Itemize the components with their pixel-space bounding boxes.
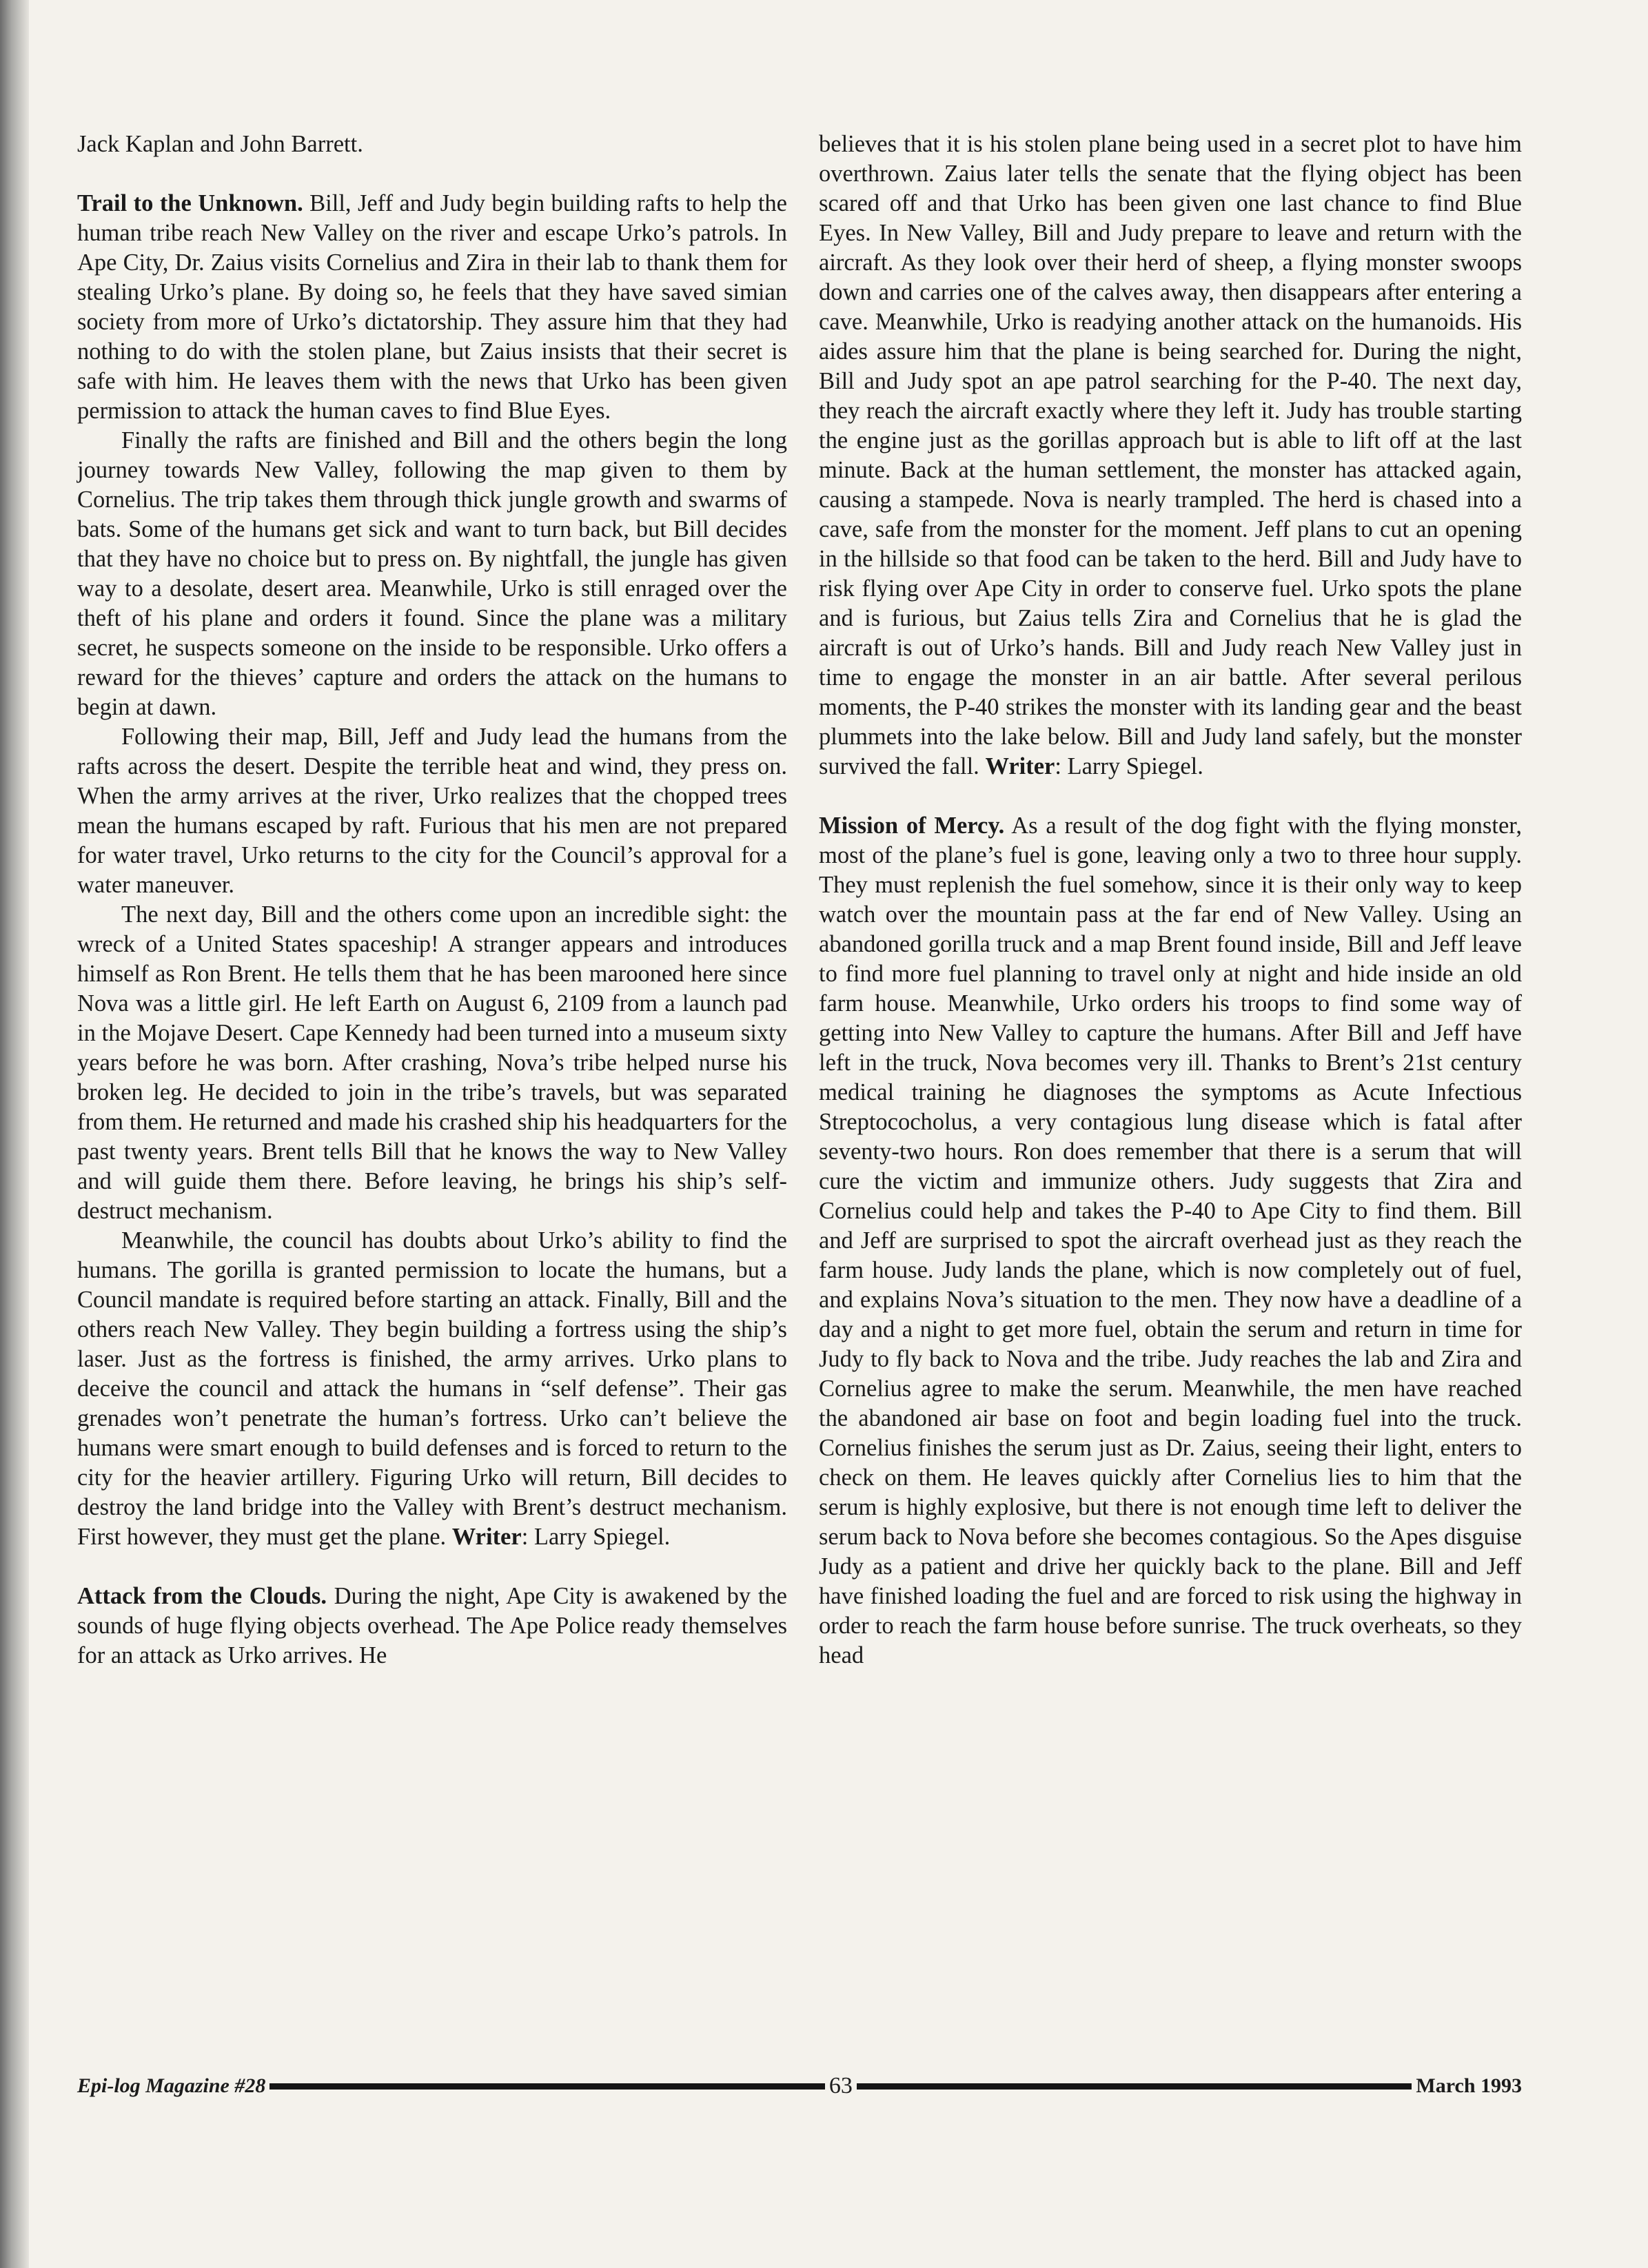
paragraph-text: believes that it is his stolen plane being used in a secret plot to have him overthrown. Zaius later tells the senate that the flying object has been scared off and that Urko has been given one last chance to find Blue Eyes. In New Valley, Bill and Judy prepare to leave and return with the aircraft. As they look over their herd of sheep, a flying monster swoops down and carries one of the calves away, then disappears after entering a cave. Meanwhile, Urko is readying another attack on the humanoids. His aides assure him that the plane is being searched for. During the night, Bill and Judy spot an ape patrol searching for the P-40. The next day, they reach the aircraft exactly where they left it. Judy has trouble starting the engine just as the gorillas approach but is able to lift off at the last minute. Back at the human settlement, the monster has attacked again, causing a stampede. Nova is nearly trampled. The herd is chased into a cave, safe from the monster for the moment. Jeff plans to cut an opening in the hillside so that food can be taken to the herd. Bill and Judy have to risk flying over Ape City in order to conserve fuel. Urko spots the plane and is furious, but Zaius tells Zira and Cornelius that he is glad the aircraft is out of Urko’s hands. Bill and Judy reach New Valley just in time to engage the monster in an air battle. After several perilous moments, the P-40 strikes the monster with its landing gear and the beast plummets into the lake below. Bill and Judy land safely, but the monster survived the fall. — [819, 131, 1522, 779]
magazine-name: Epi-log Magazine #28 — [77, 2074, 266, 2097]
footer-rule-left — [269, 2083, 825, 2090]
article-paragraph: The next day, Bill and the others come upon an incredible sight: the wreck of a United States spaceship! A stranger appears and introduces himself as Ron Brent. He tells them that he has been marooned here since Nova was a little girl. He left Earth on August 6, 2109 from a launch pad in the Mojave Desert. Cape Kennedy had been turned into a museum sixty years before he was born. After crashing, Nova’s tribe helped nurse his broken leg. He decided to join in the tribe’s travels, but was separated from them. He returned and made his crashed ship his headquarters for the past twenty years. Brent tells Bill that he knows the way to New Valley and will guide them there. Before leaving, he brings his ship’s self-destruct mechanism. — [77, 901, 787, 1224]
episode-heading: Trail to the Unknown. — [77, 190, 303, 216]
episode-section — [77, 1582, 787, 1671]
paragraph-text: Meanwhile, the council has doubts about Urko’s ability to find the humans. The gorilla is granted permission to locate the humans, but a Council mandate is required before starting an attack. Finally, Bill and the others reach New Valley. They begin building a fortress using the ship’s laser. Just as the fortress is finished, the army arrives. Urko plans to deceive the council and attack the humans in “self defense”. Their gas grenades won’t penetrate the human’s fortress. Urko can’t believe the humans were smart enough to build defenses and is forced to return to the city for the heavier artillery. Figuring Urko will return, Bill decides to destroy the land bridge into the Valley with Brent’s destruct mechanism. First however, they must get the plane. — [77, 1227, 787, 1550]
episode-text: During the night, Ape City is awakened by the sounds of huge flying objects overhead. The Ape Police ready themselves for an attack as Urko arrives. He — [77, 1583, 787, 1668]
episode-section — [77, 189, 787, 426]
writer-label: Writer — [451, 1524, 522, 1550]
episode-section — [819, 811, 1522, 1671]
episode-text: As a result of the dog fight with the flying monster, most of the plane’s fuel is gone, leaving only a two to three hour supply. They must replenish the fuel somehow, since it is their only way to keep watch over the mountain pass at the far end of New Valley. Using an abandoned gorilla truck and a map Brent found inside, Bill and Jeff leave to find more fuel planning to travel only at night and hide inside an old farm house. Meanwhile, Urko orders his troops to find some way of getting into New Valley to capture the humans. After Bill and Jeff have left in the truck, Nova becomes very ill. Thanks to Brent’s 21st century medical training he diagnoses the symptoms as Acute Infectious Streptococholus, a very contagious lung disease which is fatal after seventy-two hours. Ron does remember that there is a serum that will cure the victim and immunize others. Judy suggests that Zira and Cornelius could help and takes the P-40 to Ape City to find them. Bill and Jeff are surprised to spot the aircraft overhead just as they reach the farm house. Judy lands the plane, which is now completely out of fuel, and explains Nova’s situation to the men. They now have a deadline of a day and a night to get more fuel, obtain the serum and return in time for Judy to fly back to Nova and the tribe. Judy reaches the lab and Zira and Cornelius agree to make the serum. Meanwhile, the men have reached the abandoned air base on foot and begin loading fuel into the truck. Cornelius finishes the serum just as Dr. Zaius, seeing their light, enters to check on them. He leaves quickly after Cornelius lies to him that the serum is highly explosive, but there is not enough time left to deliver the serum back to Nova before she becomes contagious. So the Apes disguise Judy as a patient and drive her quickly back to the plane. Bill and Jeff have finished loading the fuel and are forced to risk using the highway in order to reach the farm house before sunrise. The truck overheats, so they head — [819, 813, 1522, 1668]
footer-rule-right — [857, 2083, 1412, 2090]
page-binding-shadow — [0, 0, 29, 2268]
article-paragraph: Following their map, Bill, Jeff and Judy lead the humans from the rafts across the desert. Despite the terrible heat and wind, they press on. When the army arrives at the river, Urko realizes that the chopped trees mean the humans escaped by raft. Furious that his men are not prepared for water travel, Urko returns to the city for the Council’s approval for a water maneuver. — [77, 724, 787, 898]
article-text: Jack Kaplan and John Barrett. — [77, 131, 363, 157]
article-paragraph: Finally the rafts are finished and Bill and the others begin the long journey towards New Valley, following the map given to them by Cornelius. The trip takes them through thick jungle growth and swarms of bats. Some of the humans get sick and want to turn back, but Bill decides that they have no choice but to press on. By nightfall, the jungle has given way to a desolate, desert area. Meanwhile, Urko is still enraged over the theft of his plane and orders it found. Since the plane was a military secret, he suspects someone on the inside to be responsible. Urko offers a reward for the thieves’ capture and orders the attack on the humans to begin at dawn. — [77, 427, 787, 720]
writer-label: Writer — [985, 753, 1055, 779]
page-footer — [77, 2072, 1522, 2100]
issue-date: March 1993 — [1416, 2074, 1523, 2097]
episode-heading: Mission of Mercy. — [819, 813, 1005, 839]
writer-name: : Larry Spiegel. — [521, 1524, 671, 1550]
writer-name: : Larry Spiegel. — [1055, 753, 1203, 779]
right-column — [819, 130, 1522, 1671]
left-column — [77, 130, 787, 1671]
page-number: 63 — [828, 2073, 853, 2098]
episode-text: Bill, Jeff and Judy begin building rafts to help the human tribe reach New Valley on the river and escape Urko’s patrols. In Ape City, Dr. Zaius visits Cornelius and Zira in their lab to thank them for stealing Urko’s plane. By doing so, he feels that they have saved simian society from more of Urko’s dictatorship. They assure him that they had nothing to do with the stolen plane, but Zaius insists that their secret is safe with him. He leaves them with the news that Urko has been given permission to attack the human caves to find Blue Eyes. — [77, 190, 787, 424]
article-paragraph — [77, 1226, 787, 1552]
article-paragraph — [819, 130, 1522, 781]
episode-heading: Attack from the Clouds. — [77, 1583, 327, 1609]
